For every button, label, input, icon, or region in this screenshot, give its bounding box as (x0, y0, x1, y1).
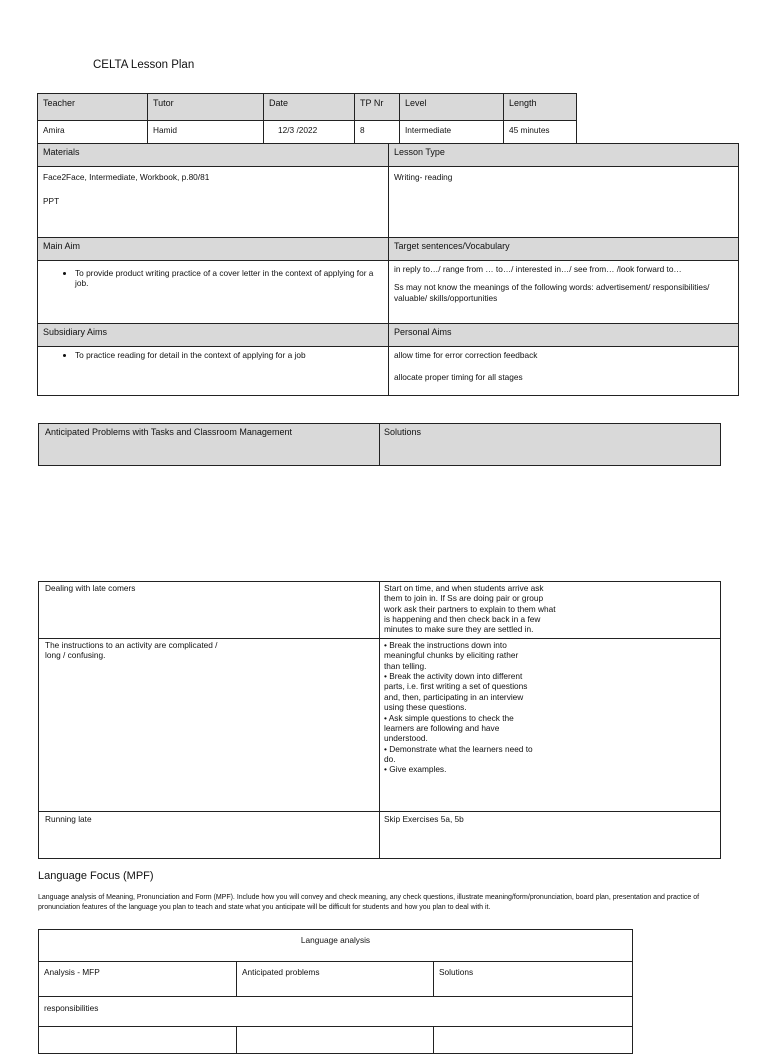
problem-line: The instructions to an activity are complicated / (45, 640, 218, 650)
solution-line: • Ask simple questions to check the (384, 712, 514, 723)
lesson-type-value: Writing- reading (389, 167, 739, 238)
solution-line: than telling. (384, 660, 427, 671)
personal-aim-2: allocate proper timing for all stages (394, 372, 523, 383)
plan-table (37, 143, 739, 396)
personal-aim-1: allow time for error correction feedback (394, 350, 538, 360)
main-aim-label: Main Aim (38, 238, 389, 261)
solution-line: • Give examples. (384, 764, 447, 775)
solution-line: them to join in. If Ss are doing pair or group (384, 593, 544, 604)
problem-row (39, 582, 721, 639)
tp-nr-value: 8 (355, 121, 400, 148)
problem-row (39, 812, 721, 859)
analysis-title: Language analysis (39, 930, 633, 962)
main-aim-cell (38, 261, 389, 324)
header-level: Level (400, 94, 504, 121)
materials-cell (38, 167, 389, 238)
solution-cell (380, 582, 721, 639)
problems-header-table (38, 423, 721, 466)
subsidiary-aims-cell (38, 347, 389, 396)
solution-line: using these questions. (384, 702, 467, 713)
header-tp-nr: TP Nr (355, 94, 400, 121)
solution-line: • Break the activity down into different (384, 671, 523, 682)
header-teacher: Teacher (38, 94, 148, 121)
level-value: Intermediate (400, 121, 504, 148)
language-focus-title: Language Focus (MPF) (38, 870, 154, 882)
problems-header: Anticipated Problems with Tasks and Classroom Management (39, 424, 380, 466)
analysis-header-mfp: Analysis - MFP (39, 962, 237, 997)
personal-aims-cell (389, 347, 739, 396)
page-title: CELTA Lesson Plan (93, 59, 195, 71)
subsidiary-aims-label: Subsidiary Aims (38, 324, 389, 347)
materials-label: Materials (38, 144, 389, 167)
header-length: Length (504, 94, 577, 121)
personal-aims-label: Personal Aims (389, 324, 739, 347)
header-date: Date (264, 94, 355, 121)
solution-line: learners are following and have (384, 722, 500, 733)
solution-line: meaningful chunks by eliciting rather (384, 650, 519, 661)
materials-value-2: PPT (43, 196, 60, 207)
solution-line: work ask their partners to explain to them what (384, 603, 556, 614)
problems-table (38, 581, 721, 859)
problem-line: long / confusing. (45, 650, 106, 661)
teacher-value: Amira (38, 121, 148, 148)
solution-line: and, then, participating in an interview (384, 691, 524, 702)
target-cell (389, 261, 739, 324)
analysis-header-solutions: Solutions (434, 962, 633, 997)
target-value-2: Ss may not know the meanings of the following words: advertisement/ responsibilities/ valuable/ skills/opportunities (394, 282, 710, 303)
problem-row (39, 639, 721, 812)
lesson-info-table (37, 93, 577, 148)
lesson-type-label: Lesson Type (389, 144, 739, 167)
problem-cell: Dealing with late comers (39, 582, 380, 639)
analysis-empty-cell (237, 1027, 434, 1054)
solutions-header: Solutions (380, 424, 721, 466)
header-tutor: Tutor (148, 94, 264, 121)
solution-line: is happening and then check back in a few (384, 614, 541, 625)
solution-cell (380, 639, 721, 812)
solution-line: • Demonstrate what the learners need to (384, 743, 533, 754)
solution-line: minutes to make sure they are settled in. (384, 624, 534, 635)
length-value: 45 minutes (504, 121, 577, 148)
analysis-empty-cell (39, 1027, 237, 1054)
solution-cell (380, 812, 721, 859)
analysis-item: responsibilities (39, 997, 633, 1027)
solution-line: do. (384, 753, 396, 764)
problem-cell (39, 639, 380, 812)
solution-line: Skip Exercises 5a, 5b (384, 814, 464, 824)
language-focus-description: Language analysis of Meaning, Pronunciation and Form (MPF). Include how you will convey and check meaning, any check questions, illustrate meaning/form/pronunciation, board plan, presentation and practice of pronunciation features of the language you plan to teach and state what you anticipate will be difficult for students and how you plan to deal with it. (38, 894, 700, 912)
solution-line: • Break the instructions down into (384, 640, 507, 650)
subsidiary-aim-value: • To practice reading for detail in the context of applying for a job (75, 350, 383, 360)
language-analysis-table (38, 929, 633, 1054)
info-header-row (38, 94, 577, 121)
problem-cell: Running late (39, 812, 380, 859)
date-value: 12/3 /2022 (264, 121, 355, 148)
target-value-1: in reply to…/ range from … to…/ interested in…/ see from… /look forward to… (394, 264, 682, 274)
solution-line: Start on time, and when students arrive ask (384, 583, 544, 593)
materials-value: Face2Face, Intermediate, Workbook, p.80/81 (43, 172, 210, 182)
target-label: Target sentences/Vocabulary (389, 238, 739, 261)
tutor-value: Hamid (148, 121, 264, 148)
solution-line: parts, i.e. first writing a set of questions (384, 681, 528, 692)
main-aim-value: • To provide product writing practice of a cover letter in the context of applying for a job. (75, 268, 383, 289)
analysis-empty-cell (434, 1027, 633, 1054)
analysis-header-problems: Anticipated problems (237, 962, 434, 997)
solution-line: understood. (384, 733, 428, 744)
